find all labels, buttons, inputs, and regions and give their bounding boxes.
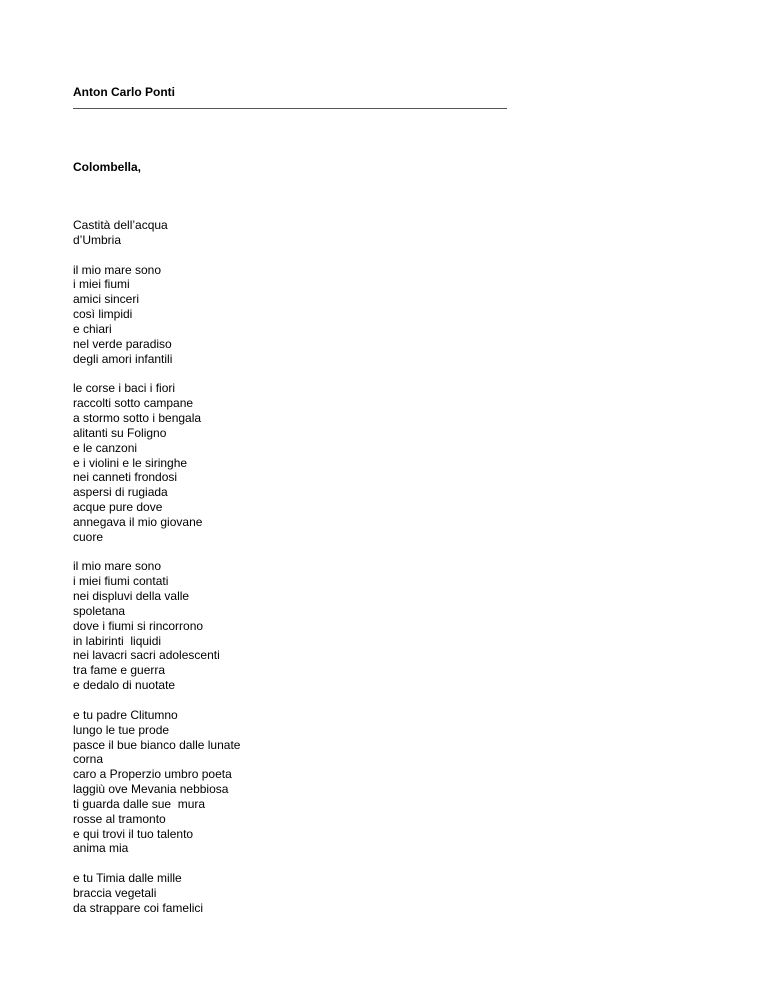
poem-line: ti guarda dalle sue mura — [73, 796, 206, 811]
poem-line: alitanti su Foligno — [73, 425, 167, 440]
poem-line: amici sinceri — [73, 292, 140, 307]
poem-line: le corse i baci i fiori — [73, 381, 176, 396]
poem-line: e i violini e le siringhe — [73, 455, 188, 470]
poem-line: pasce il bue bianco dalle lunate — [73, 737, 241, 752]
poem-stanza — [73, 263, 240, 367]
poem-line: in labirinti liquidi — [73, 633, 162, 648]
poem-line: e tu padre Clitumno — [73, 707, 178, 722]
poem-line: il mio mare sono — [73, 559, 162, 574]
poem-line: lungo le tue prode — [73, 722, 170, 737]
poem-line: spoletana — [73, 603, 126, 618]
poem-stanza — [73, 871, 240, 916]
poem-line: i miei fiumi contati — [73, 574, 169, 589]
poem-line: anima mia — [73, 841, 129, 856]
poem-stanza — [73, 381, 240, 544]
poem-line: annegava il mio giovane — [73, 514, 203, 529]
poem-line: il mio mare sono — [73, 262, 162, 277]
poem-line: raccolti sotto campane — [73, 396, 194, 411]
poem-stanza — [73, 559, 240, 693]
poem-line: laggiù ove Mevania nebbiosa — [73, 782, 229, 797]
poem-line: cuore — [73, 529, 104, 544]
poem-line: Castità dell’acqua — [73, 218, 168, 232]
poem-title: Colombella, — [73, 160, 142, 174]
poem-line: dove i fiumi si rincorrono — [73, 618, 204, 633]
poem-stanza — [73, 218, 240, 248]
header-divider — [73, 108, 507, 109]
poem-line: degli amori infantili — [73, 351, 173, 366]
poem-line: corna — [73, 752, 104, 767]
poem-line: e dedalo di nuotate — [73, 678, 176, 693]
poem-body — [73, 218, 240, 931]
author-name: Anton Carlo Ponti — [73, 85, 175, 99]
poem-line: rosse al tramonto — [73, 811, 166, 826]
poem-line: nei lavacri sacri adolescenti — [73, 648, 220, 663]
poem-line: e chiari — [73, 321, 112, 336]
poem-line: d’Umbria — [73, 232, 122, 247]
poem-line: e le canzoni — [73, 440, 138, 455]
poem-line: caro a Properzio umbro poeta — [73, 767, 232, 782]
poem-line: così limpidi — [73, 307, 133, 322]
poem-stanza — [73, 708, 240, 856]
poem-line: nel verde paradiso — [73, 336, 172, 351]
poem-line: aspersi di rugiada — [73, 485, 168, 500]
poem-line: i miei fiumi — [73, 277, 130, 292]
poem-line: e tu Timia dalle mille — [73, 871, 182, 886]
poem-line: nei displuvi della valle — [73, 589, 190, 604]
poem-line: da strappare coi famelici — [73, 900, 204, 915]
poem-line: tra fame e guerra — [73, 663, 166, 678]
poem-line: nei canneti frondosi — [73, 470, 178, 485]
poem-line: e qui trovi il tuo talento — [73, 826, 194, 841]
poem-line: braccia vegetali — [73, 885, 157, 900]
poem-line: acque pure dove — [73, 500, 163, 515]
poem-line: a stormo sotto i bengala — [73, 410, 202, 425]
